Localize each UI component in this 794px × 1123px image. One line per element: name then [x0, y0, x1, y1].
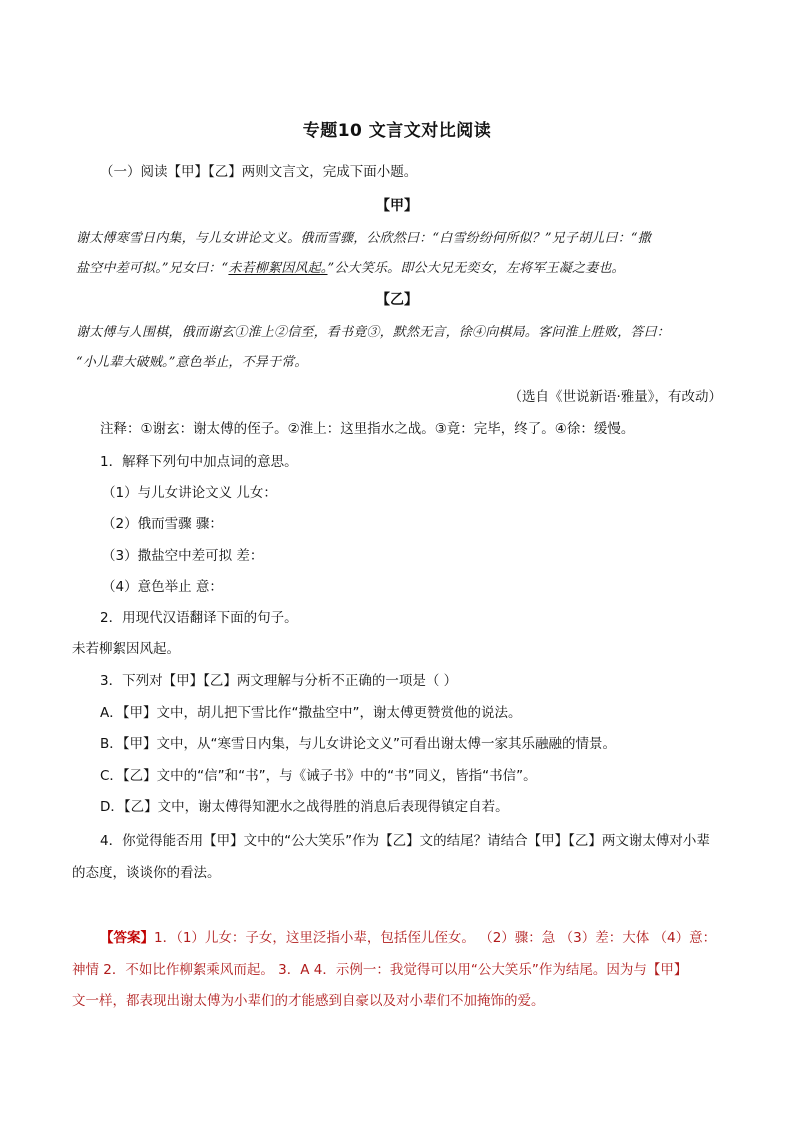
underlined-sentence: 未若柳絮因风起。	[228, 261, 328, 276]
answer-line-1	[100, 927, 760, 949]
passage-yi-line-1: 谢太傅与人围棋，俄而谢玄①淮上②信至，看书竟③，默然无言，徐④向棋局。客问淮上胜败，答曰：	[76, 325, 671, 340]
question-4-line-1: 4．你觉得能否用【甲】文中的“公大笑乐”作为【乙】文的结尾？请结合【甲】【乙】两文谢太傅对小辈	[100, 833, 710, 849]
question-3-option: D．【乙】文中，谢太傅得知淝水之战得胜的消息后表现得镇定自若。	[100, 799, 509, 815]
answer-line-3: 文一样，都表现出谢太傅为小辈们的才能感到自豪以及对小辈们不加掩饰的爱。	[72, 993, 545, 1009]
answer-text: 1．（1）儿女：子女，这里泛指小辈，包括侄儿侄女。 （2）骤：急 （3）差：大体 （4）意：	[154, 930, 717, 946]
question-3-stem: 3．下列对【甲】【乙】两文理解与分析不正确的一项是（ ）	[100, 673, 458, 689]
question-3-option: C．【乙】文中的“信”和“书”，与《诫子书》中的“书”同义，皆指“书信”。	[100, 768, 537, 784]
passage-jia-line-1: 谢太傅寒雪日内集，与儿女讲论文义。俄而雪骤，公欣然曰：“白雪纷纷何所似？”兄子胡儿曰：“撒	[76, 231, 651, 246]
passage-jia-label: 【甲】	[376, 198, 418, 214]
page-title: 专题10 文言文对比阅读	[302, 121, 492, 141]
intro-text: （一）阅读【甲】【乙】两则文言文，完成下面小题。	[100, 164, 418, 180]
question-3-option: A．【甲】文中，胡儿把下雪比作“撒盐空中”，谢太傅更赞赏他的说法。	[100, 705, 522, 721]
source-citation: （选自《世说新语·雅量》，有改动）	[508, 389, 722, 405]
answer-line-2: 神情 2．不如比作柳絮乘风而起。 3．A 4．示例一：我觉得可以用“公大笑乐”作为结尾。因为与【甲】	[72, 962, 688, 978]
passage-jia-line-2	[76, 258, 736, 280]
question-2-stem: 2．用现代汉语翻译下面的句子。	[100, 610, 298, 626]
question-4-line-2: 的态度，谈谈你的看法。	[72, 865, 221, 881]
question-1-item: （1）与儿女讲论文义 儿女：	[102, 485, 277, 501]
passage-yi-line-2: “小儿辈大破贼。”意色举止，不异于常。	[76, 355, 308, 370]
notes: 注释：①谢玄：谢太傅的侄子。②淮上：这里指水之战。③竟：完毕，终了。④徐：缓慢。	[100, 421, 635, 437]
question-2-sentence: 未若柳絮因风起。	[72, 641, 180, 657]
answer-tag: 【答案】	[100, 930, 154, 946]
passage-jia-line-2-start: 盐空中差可拟。”兄女曰：“	[76, 261, 229, 276]
passage-jia-line-2-end: ”公大笑乐。即公大兄无奕女，左将军王凝之妻也。	[327, 261, 625, 276]
question-1-item: （3）撒盐空中差可拟 差：	[102, 548, 264, 564]
question-1-stem: 1．解释下列句中加点词的意思。	[100, 454, 298, 470]
question-1-item: （4）意色举止 意：	[102, 579, 223, 595]
passage-yi-label: 【乙】	[376, 292, 418, 308]
question-3-option: B．【甲】文中，从“寒雪日内集，与儿女讲论文义”可看出谢太傅一家其乐融融的情景。	[100, 736, 616, 752]
question-1-item: （2）俄而雪骤 骤：	[102, 516, 223, 532]
